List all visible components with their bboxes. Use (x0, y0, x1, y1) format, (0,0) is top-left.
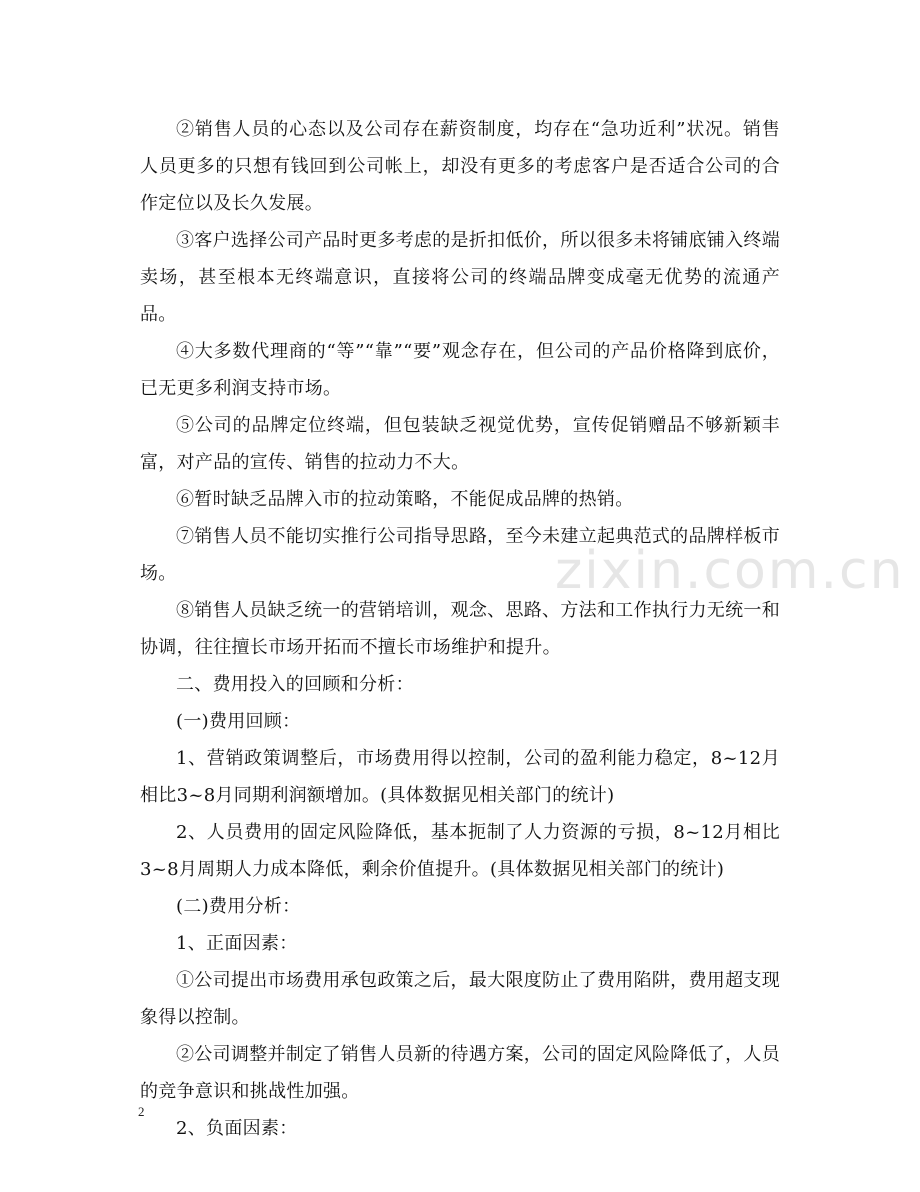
section-heading-cost-review: 二、费用投入的回顾和分析： (176, 674, 414, 695)
paragraph-training: ⑧销售人员缺乏统一的营销培训，观念、思路、方法和工作执行力无统一和协调，往往擅长市场开拓而不擅长市场维护和提升。 (140, 600, 780, 658)
paragraph-cost-contract-policy: ①公司提出市场费用承包政策之后，最大限度防止了费用陷阱，费用超支现象得以控制。 (140, 970, 780, 1028)
heading-negative-factors: 2、负面因素： (176, 1118, 298, 1139)
paragraph-agent-attitude: ④大多数代理商的“等”“靠”“要”观念存在，但公司的产品价格降到底价，已无更多利润支持市场。 (140, 341, 780, 399)
document-body (140, 111, 780, 1147)
paragraph-brand-packaging: ⑤公司的品牌定位终端，但包装缺乏视觉优势，宣传促销赠品不够新颖丰富，对产品的宣传、销售的拉动力不大。 (140, 415, 780, 473)
paragraph-customer-discount: ③客户选择公司产品时更多考虑的是折扣低价，所以很多未将铺底铺入终端卖场，甚至根本无终端意识，直接将公司的终端品牌变成毫无优势的流通产品。 (140, 230, 780, 325)
heading-positive-factors: 1、正面因素： (176, 933, 298, 954)
subheading-cost-review: (一)费用回顾： (176, 711, 301, 732)
paragraph-marketing-policy: 1、营销政策调整后，市场费用得以控制，公司的盈利能力稳定，8~12月相比3~8月同期利润额增加。(具体数据见相关部门的统计) (140, 748, 780, 806)
paragraph-sample-market: ⑦销售人员不能切实推行公司指导思路，至今未建立起典范式的品牌样板市场。 (140, 526, 780, 584)
watermark: zixin.com.cn (555, 541, 905, 601)
paragraph-market-strategy: ⑥暂时缺乏品牌入市的拉动策略，不能促成品牌的热销。 (176, 489, 634, 510)
paragraph-compensation-plan: ②公司调整并制定了销售人员新的待遇方案，公司的固定风险降低了，人员的竞争意识和挑战性加强。 (140, 1044, 780, 1102)
paragraph-personnel-cost: 2、人员费用的固定风险降低，基本扼制了人力资源的亏损，8~12月相比3~8月周期人力成本降低，剩余价值提升。(具体数据见相关部门的统计) (140, 822, 780, 880)
subheading-cost-analysis: (二)费用分析： (176, 896, 301, 917)
page-number: 2 (138, 1104, 145, 1119)
paragraph-salesperson-mindset: ②销售人员的心态以及公司存在薪资制度，均存在“急功近利”状况。销售人员更多的只想有钱回到公司帐上，却没有更多的考虑客户是否适合公司的合作定位以及长久发展。 (140, 119, 780, 214)
